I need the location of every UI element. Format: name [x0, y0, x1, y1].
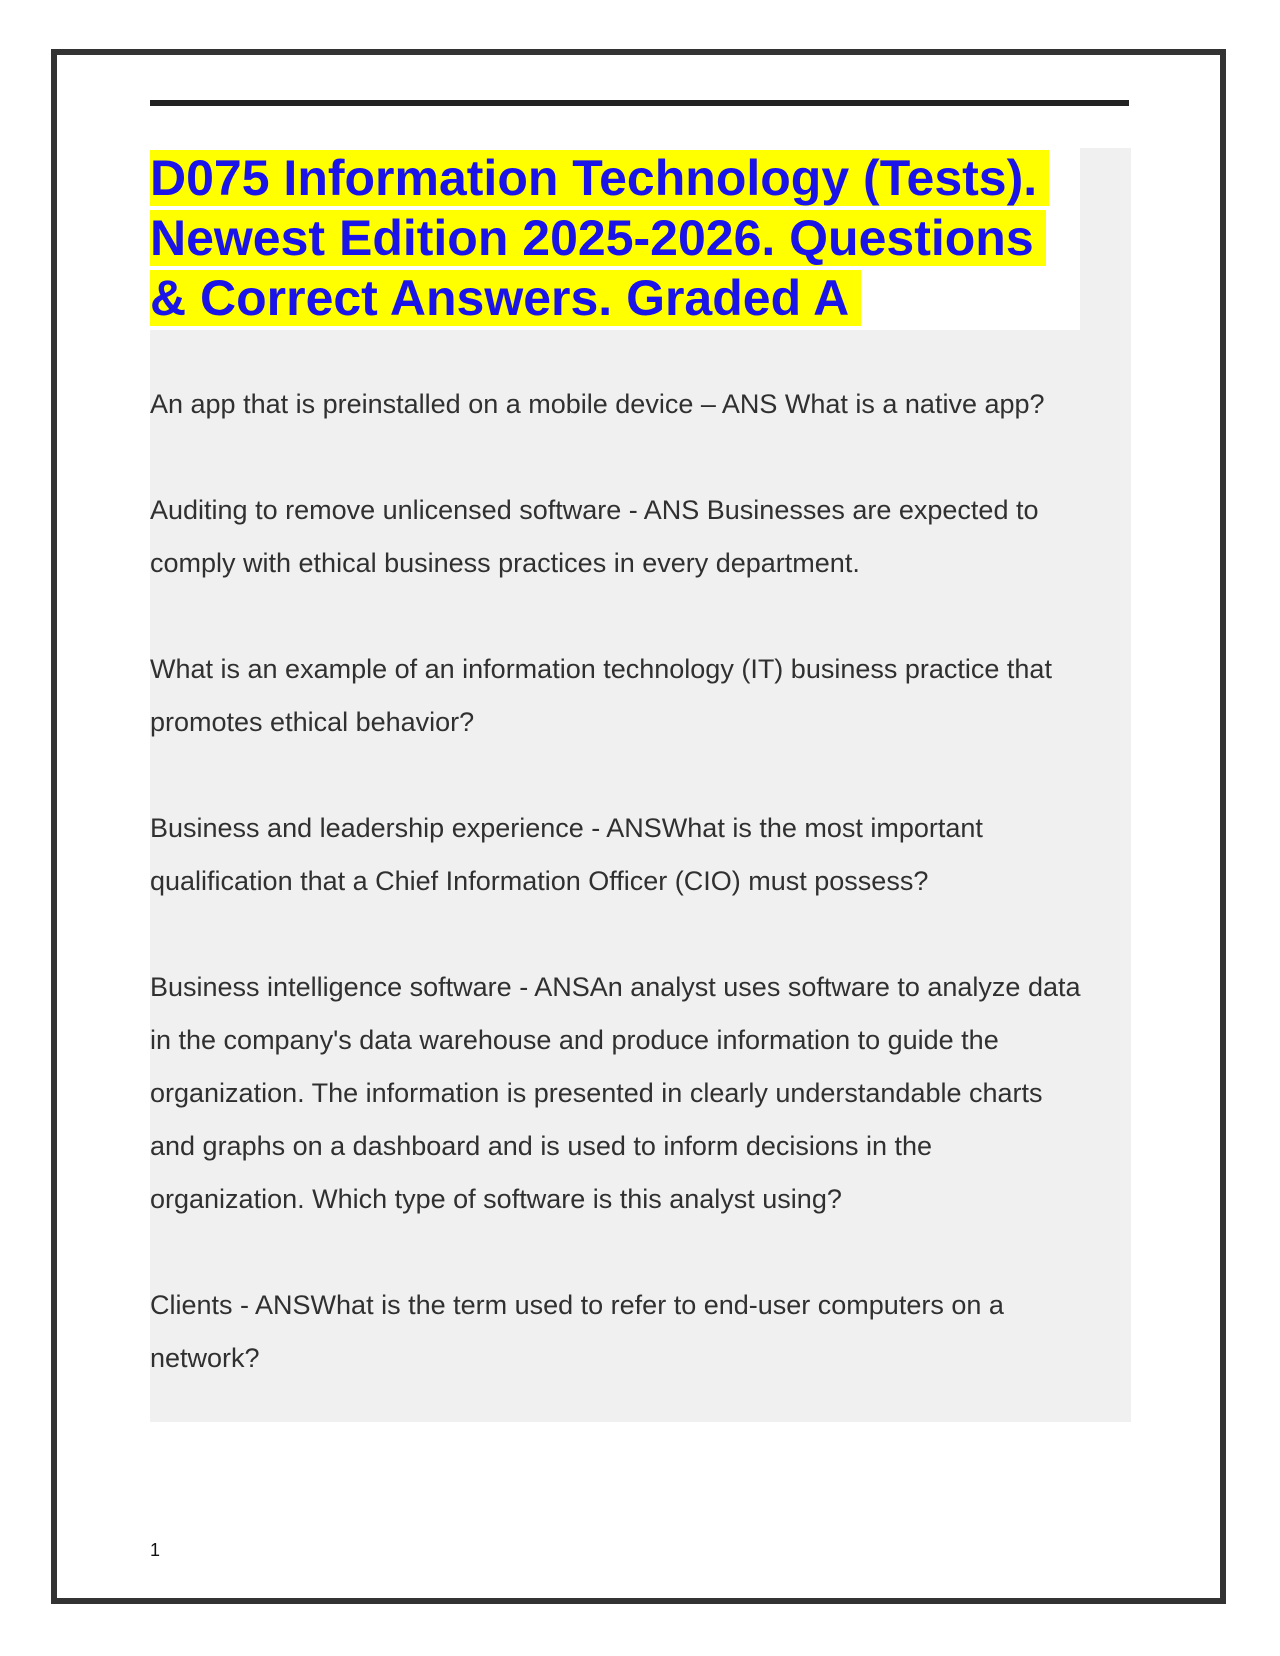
- page-number: 1: [150, 1540, 161, 1560]
- qa-item: Business and leadership experience - ANSWhat is the most important qualification that a Chief Information Officer (CIO) must possess?: [150, 813, 983, 896]
- title-line-3: & Correct Answers. Graded A: [150, 268, 1130, 328]
- title-line-2: Newest Edition 2025-2026. Questions: [150, 208, 1130, 268]
- title-line-1: D075 Information Technology (Tests).: [150, 148, 1130, 208]
- qa-item: Business intelligence software - ANSAn analyst uses software to analyze data in the company's data warehouse and produce information to guide the organization. The information is presented in clearly understandable charts and graphs on a dashboard and is used to inform decisions in the organization. Which type of software is this analyst using?: [150, 972, 1081, 1214]
- qa-item: Clients - ANSWhat is the term used to refer to end-user computers on a network?: [150, 1290, 1004, 1373]
- document-title: [150, 148, 1130, 328]
- qa-list: [150, 378, 1140, 1438]
- qa-item: An app that is preinstalled on a mobile device – ANS What is a native app?: [150, 389, 1045, 419]
- qa-item: What is an example of an information technology (IT) business practice that promotes ethical behavior?: [150, 654, 1052, 737]
- header-rule: [150, 100, 1129, 106]
- qa-item: Auditing to remove unlicensed software - ANS Businesses are expected to comply with ethical business practices in every department.: [150, 495, 1039, 578]
